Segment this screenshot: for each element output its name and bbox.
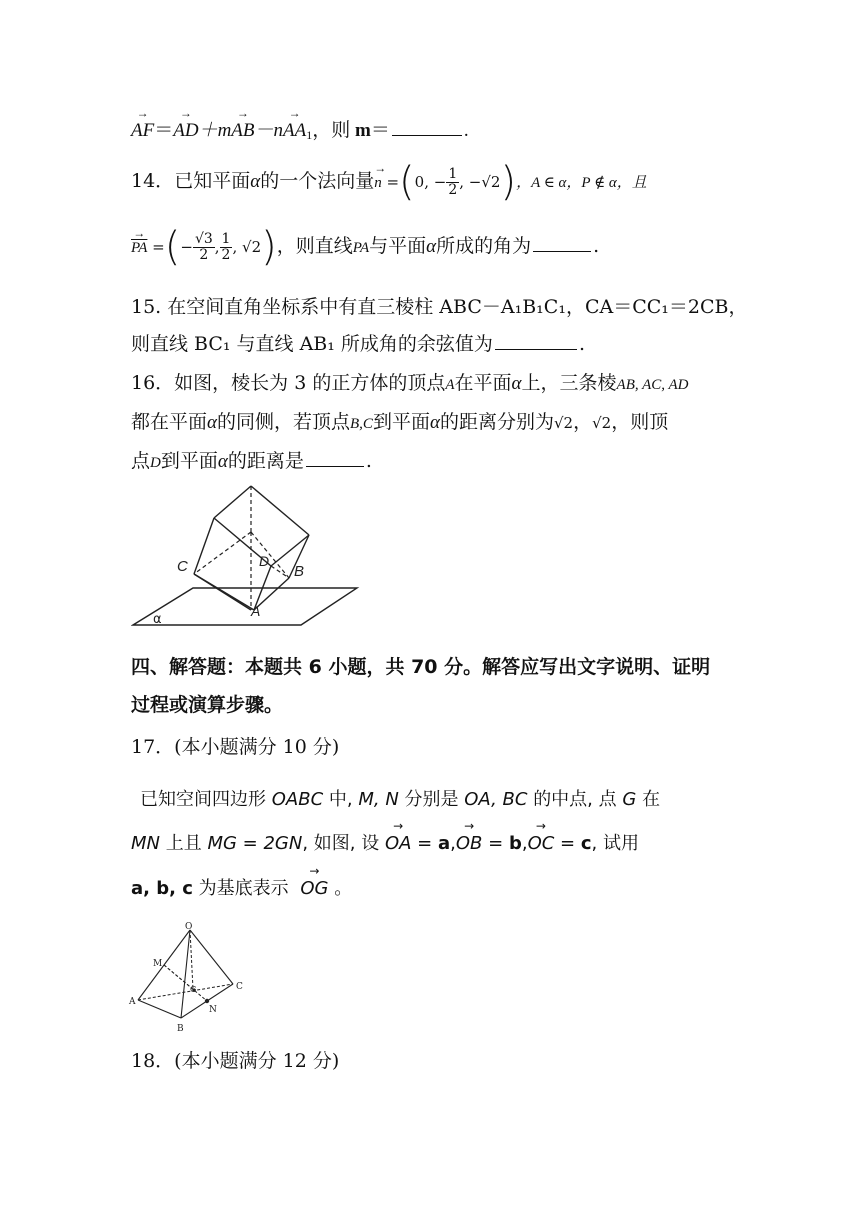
- point-N-dot: [205, 999, 209, 1003]
- q14-text: ，则直线: [276, 235, 353, 257]
- question-16-line2: [131, 407, 668, 434]
- q17-text: 。: [334, 878, 353, 899]
- q14-text: 的一个法向量: [260, 170, 375, 192]
- comma: ,: [214, 238, 220, 256]
- separator: ，: [573, 411, 593, 433]
- q16-text: ，则顶: [611, 411, 669, 433]
- period: .: [463, 120, 469, 141]
- quad-OABC: OABC: [271, 789, 324, 810]
- vector-component: 0, −: [414, 173, 447, 191]
- edges-label: AB, AC, AD: [616, 377, 689, 393]
- question-16-line3: [131, 446, 372, 473]
- question-16-line1: [131, 368, 689, 395]
- fraction-denominator: 2: [221, 246, 231, 263]
- q17-heading-text: 17．(本小题满分 10 分): [131, 736, 340, 758]
- left-paren: (: [399, 159, 415, 205]
- line-PA: PA: [352, 240, 370, 256]
- q17-text: 上且: [165, 833, 202, 854]
- period: .: [365, 450, 372, 472]
- label-C: C: [236, 982, 243, 992]
- q17-text: 在: [642, 789, 661, 810]
- q16-text: 的距离是: [227, 450, 304, 472]
- fraction-half: [220, 232, 233, 263]
- comma: ,: [450, 833, 456, 854]
- equals-sign: =: [554, 833, 581, 854]
- minus-sign: −: [180, 238, 193, 256]
- answer-blank: [533, 250, 591, 252]
- q14-text: 已知平面: [174, 170, 251, 192]
- question-15-line2: [131, 329, 585, 356]
- q16-text: 16．如图，棱长为 3 的正方体的顶点: [131, 372, 446, 394]
- left-paren: (: [164, 224, 181, 270]
- question-17-line2: [131, 829, 639, 855]
- equals-sign: =: [411, 833, 438, 854]
- section-heading-text: 过程或演算步骤。: [131, 694, 284, 716]
- question-17-line3: [131, 874, 352, 900]
- q16-text: 到平面: [372, 411, 430, 433]
- q17-text: 的中点, 点: [533, 789, 617, 810]
- vector-OG: → OG: [300, 878, 328, 899]
- q15-text: 15. 在空间直角坐标系中有直三棱柱 ABC－A₁B₁C₁，CA＝CC₁＝2CB，: [131, 296, 748, 318]
- label-D: D: [259, 553, 270, 569]
- vertex-D: D: [150, 455, 161, 471]
- label-N: N: [209, 1005, 217, 1015]
- right-paren: ): [261, 224, 277, 270]
- ratio-equation: MG = 2GN: [207, 833, 303, 854]
- vector-OA: → OA: [385, 833, 411, 854]
- alpha-symbol: α: [207, 412, 217, 433]
- q16-text: 在平面: [454, 372, 512, 394]
- q16-text: 点: [131, 450, 151, 472]
- vertex-A: A: [445, 377, 455, 393]
- equals-sign-2: ＝: [370, 120, 390, 141]
- q16-text: 的同侧，若顶点: [217, 411, 351, 433]
- question-number: 14．: [131, 170, 175, 192]
- then-text: ，则: [312, 120, 356, 141]
- vector-OC: → OC: [528, 833, 555, 854]
- point-G: G: [622, 789, 637, 810]
- q18-heading-text: 18．(本小题满分 12 分): [131, 1050, 340, 1072]
- vector-OB: → OB: [456, 833, 483, 854]
- sqrt-2: √2: [553, 414, 574, 432]
- q15-text: 则直线 BC₁ 与直线 AB₁ 所成角的余弦值为: [131, 333, 493, 355]
- equals-sign: =: [147, 238, 165, 256]
- question-17-line1: [140, 785, 660, 811]
- q17-text: , 如图, 设: [302, 833, 380, 854]
- question-17-heading: [131, 732, 339, 759]
- alpha-symbol: α: [426, 236, 437, 257]
- segment-MN: MN: [131, 833, 160, 854]
- alpha-symbol: α: [511, 373, 522, 394]
- vector-equation-line: [131, 115, 469, 143]
- sqrt-2: √2: [592, 414, 612, 432]
- answer-blank: [495, 348, 577, 350]
- alpha-symbol: α: [217, 451, 228, 472]
- label-A: A: [129, 997, 136, 1007]
- label-G: G: [190, 985, 197, 994]
- basis-abc: a, b, c: [131, 878, 193, 899]
- fraction-numerator: 1: [448, 165, 458, 182]
- vector-n: → n: [374, 175, 382, 192]
- q17-text: , 试用: [591, 833, 639, 854]
- q14-text: 与平面: [369, 235, 427, 257]
- basis-b: b: [508, 833, 522, 854]
- fraction-denominator: 2: [448, 181, 458, 198]
- alpha-symbol: α: [429, 412, 440, 433]
- fraction-sqrt3-over-2: [193, 232, 215, 263]
- alpha-symbol: α: [250, 171, 261, 192]
- equals-sign: =: [381, 173, 400, 191]
- label-alpha: α: [153, 612, 162, 627]
- q17-text: 已知空间四边形: [140, 789, 266, 810]
- q17-text: 为基底表示: [198, 878, 289, 899]
- q16-text: 的距离分别为: [439, 411, 554, 433]
- vector-PA: → $\overline{PA}$: [131, 240, 147, 257]
- equals-sign: =: [482, 833, 509, 854]
- vector-component: , √2: [232, 238, 262, 256]
- label-M: M: [153, 959, 163, 969]
- fraction-denominator: 2: [199, 246, 209, 263]
- cube-figure: [131, 482, 361, 630]
- section-4-heading-line1: [131, 652, 710, 679]
- equals-sign: ＝: [154, 120, 174, 141]
- section-4-heading-line2: [131, 690, 283, 717]
- vector-component: , −√2: [459, 173, 501, 191]
- basis-c: c: [580, 833, 592, 854]
- q16-text: 到平面: [160, 450, 218, 472]
- q14-text: 所成的角为: [436, 235, 532, 257]
- basis-a: a: [437, 833, 451, 854]
- m-variable: m: [355, 120, 371, 141]
- subscript-1: 1: [306, 128, 313, 142]
- fraction-half: [446, 167, 459, 198]
- label-B: B: [294, 563, 305, 580]
- plus-m: ＋m: [198, 120, 232, 141]
- q16-text: 都在平面: [131, 411, 208, 433]
- vector-AF: → AF: [131, 120, 154, 142]
- period: .: [593, 235, 600, 257]
- q17-text: 中,: [328, 789, 353, 810]
- fraction-numerator: 1: [221, 230, 231, 247]
- vector-AA1: → AA: [283, 120, 306, 142]
- label-C: C: [177, 558, 188, 575]
- label-B: B: [177, 1024, 184, 1034]
- section-heading-text: 四、解答题：本题共 6 小题，共 70 分。解答应写出文字说明、证明: [131, 656, 711, 678]
- question-18-heading: [131, 1046, 339, 1073]
- q16-text: 上，三条棱: [521, 372, 617, 394]
- answer-blank: [392, 134, 462, 136]
- q17-text: 分别是: [404, 789, 459, 810]
- vector-AD: → AD: [173, 120, 198, 142]
- label-O: O: [185, 922, 193, 932]
- segments-OA-BC: OA, BC: [464, 789, 528, 810]
- tetrahedron-figure: [128, 920, 252, 1036]
- vector-AB: → AB: [231, 120, 254, 142]
- question-15-line1: [131, 292, 747, 319]
- points-MN: M, N: [358, 789, 399, 810]
- comma: ,: [521, 833, 528, 854]
- right-paren: ): [500, 159, 517, 205]
- minus-n: －n: [254, 120, 284, 141]
- period: .: [578, 333, 585, 355]
- answer-blank: [306, 465, 364, 467]
- vertices-BC: B,C: [350, 416, 373, 432]
- fraction-numerator: √3: [194, 230, 213, 247]
- question-14-line2: [131, 224, 600, 270]
- question-14-line1: [131, 159, 647, 205]
- label-A: A: [251, 603, 261, 619]
- condition-text: ，A ∈ α，P ∉ α，且: [516, 175, 647, 191]
